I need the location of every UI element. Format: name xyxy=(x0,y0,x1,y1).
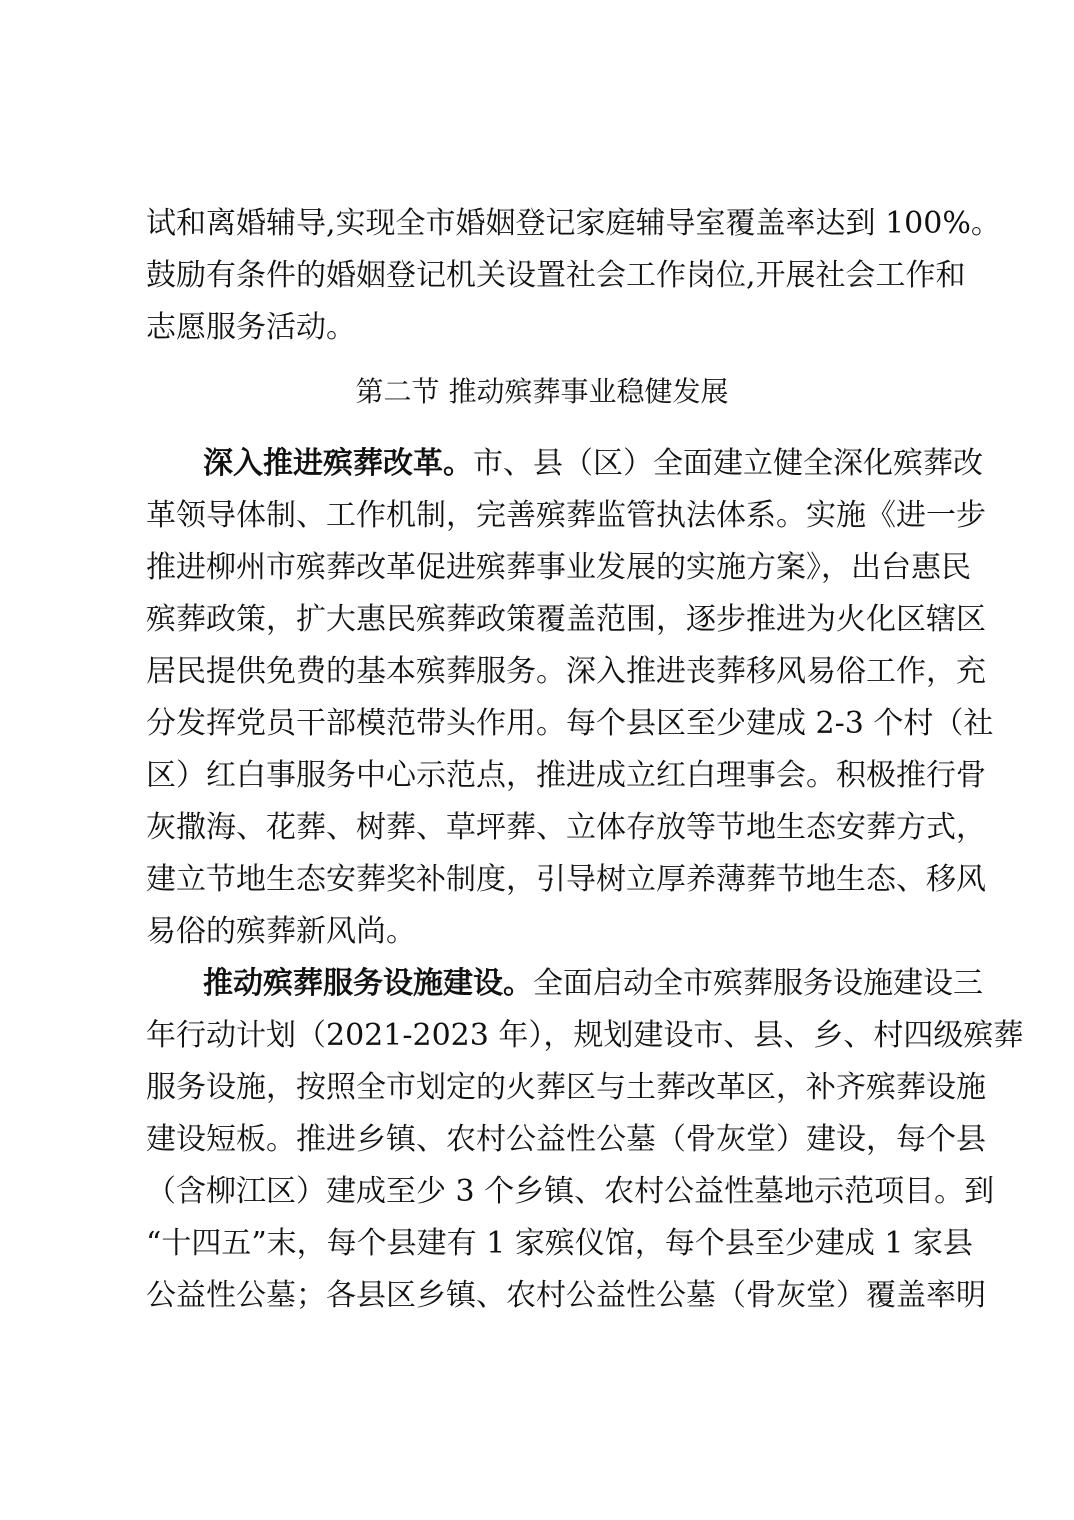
body-text-line: 区）红白事服务中心示范点，推进成立红白理事会。积极推行骨 xyxy=(146,758,986,793)
body-text-line: 志愿服务活动。 xyxy=(146,310,356,345)
paragraph-first-line xyxy=(203,956,983,1012)
body-text-line: 分发挥党员干部模范带头作用。每个县区至少建成 2-3 个村（社 xyxy=(146,706,994,741)
paragraph-first-line xyxy=(203,436,983,492)
body-text-line: 殡葬政策，扩大惠民殡葬政策覆盖范围，逐步推进为火化区辖区 xyxy=(146,602,986,637)
body-text-line: 易俗的殡葬新风尚。 xyxy=(146,914,416,949)
body-text-line: 建立节地生态安葬奖补制度，引导树立厚养薄葬节地生态、移风 xyxy=(146,862,986,897)
body-text-line: 推进柳州市殡葬改革促进殡葬事业发展的实施方案》，出台惠民 xyxy=(146,550,971,585)
body-text-line: 鼓励有条件的婚姻登记机关设置社会工作岗位,开展社会工作和 xyxy=(146,258,966,293)
paragraph-text: 市、县（区）全面建立健全深化殡葬改 xyxy=(473,446,983,481)
body-text-line: 试和离婚辅导,实现全市婚姻登记家庭辅导室覆盖率达到 100%。 xyxy=(146,206,1001,241)
body-text-line: 革领导体制、工作机制，完善殡葬监管执法体系。实施《进一步 xyxy=(146,498,986,533)
body-text-line: 建设短板。推进乡镇、农村公益性公墓（骨灰堂）建设，每个县 xyxy=(146,1122,986,1157)
section-heading: 第二节 推动殡葬事业稳健发展 xyxy=(355,375,729,408)
body-text-line: 服务设施，按照全市划定的火葬区与土葬改革区，补齐殡葬设施 xyxy=(146,1070,986,1105)
paragraph-lead: 深入推进殡葬改革。 xyxy=(203,446,473,481)
body-text-line: 年行动计划（2021-2023 年），规划建设市、县、乡、村四级殡葬 xyxy=(146,1018,1024,1053)
paragraph-lead: 推动殡葬服务设施建设。 xyxy=(203,966,533,1001)
body-text-line: 灰撒海、花葬、树葬、草坪葬、立体存放等节地生态安葬方式， xyxy=(146,810,986,845)
paragraph-text: 全面启动全市殡葬服务设施建设三 xyxy=(533,966,983,1001)
body-text-line: 居民提供免费的基本殡葬服务。深入推进丧葬移风易俗工作，充 xyxy=(146,654,986,689)
body-text-line: （含柳江区）建成至少 3 个乡镇、农村公益性墓地示范项目。到 xyxy=(146,1174,995,1209)
body-text-line: 公益性公墓；各县区乡镇、农村公益性公墓（骨灰堂）覆盖率明 xyxy=(146,1278,986,1313)
body-text-line: “十四五”末，每个县建有 1 家殡仪馆，每个县至少建成 1 家县 xyxy=(146,1226,973,1261)
